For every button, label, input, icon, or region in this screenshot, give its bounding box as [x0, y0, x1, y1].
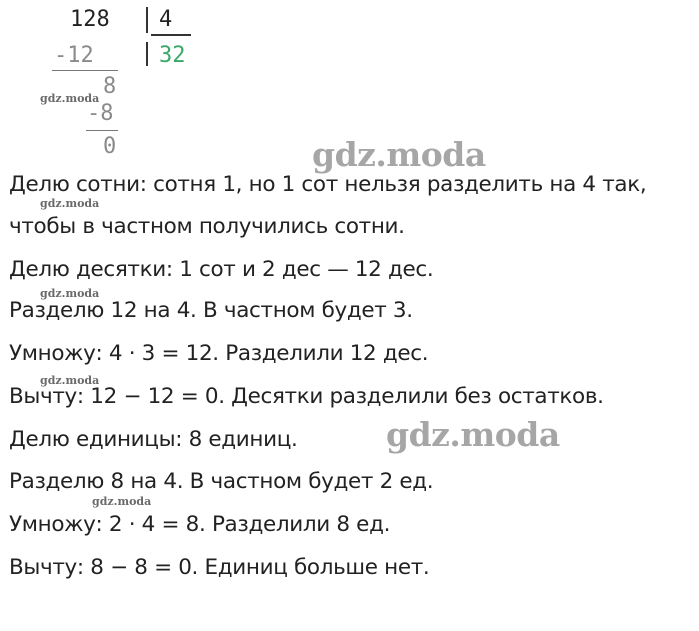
- watermark-large-2: gdz.moda: [386, 415, 560, 454]
- step1-subtrahend: -12: [54, 43, 94, 68]
- dividend: 128: [70, 7, 110, 32]
- final-remainder: 0: [103, 134, 117, 159]
- text-line-8: Разделю 8 на 4. В частном будет 2 ед.: [9, 469, 434, 494]
- watermark-small-4: gdz.moda: [40, 374, 100, 387]
- division-bar-vertical-upper: [146, 7, 148, 33]
- text-line-1: Делю сотни: сотня 1, но 1 сот нельзя разделить на 4 так,: [9, 172, 647, 197]
- text-line-7: Делю единицы: 8 единиц.: [9, 427, 298, 452]
- step1-line: [52, 70, 118, 71]
- text-line-3: Делю десятки: 1 сот и 2 дес — 12 дес.: [9, 257, 434, 282]
- step2-line: [86, 130, 118, 131]
- watermark-small-2: gdz.moda: [40, 197, 100, 210]
- watermark-small-5: gdz.moda: [92, 495, 152, 508]
- text-line-9: Умножу: 2 · 4 = 8. Разделили 8 ед.: [9, 512, 391, 537]
- text-line-6: Вычту: 12 − 12 = 0. Десятки разделили без остатков.: [9, 384, 604, 409]
- step2-remainder: 8: [103, 74, 117, 99]
- watermark-small-1: gdz.moda: [40, 92, 100, 105]
- text-line-4: Разделю 12 на 4. В частном будет 3.: [9, 298, 413, 323]
- watermark-large-1: gdz.moda: [312, 135, 486, 174]
- quotient: 32: [159, 43, 186, 68]
- division-bar-vertical-lower: [146, 42, 148, 66]
- divisor: 4: [159, 7, 173, 32]
- text-line-2: чтобы в частном получились сотни.: [9, 214, 405, 239]
- divisor-underline: [151, 34, 191, 36]
- step2-subtrahend: -8: [87, 101, 114, 126]
- watermark-small-3: gdz.moda: [40, 287, 100, 300]
- text-line-5: Умножу: 4 · 3 = 12. Разделили 12 дес.: [9, 341, 429, 366]
- text-line-10: Вычту: 8 − 8 = 0. Единиц больше нет.: [9, 555, 430, 580]
